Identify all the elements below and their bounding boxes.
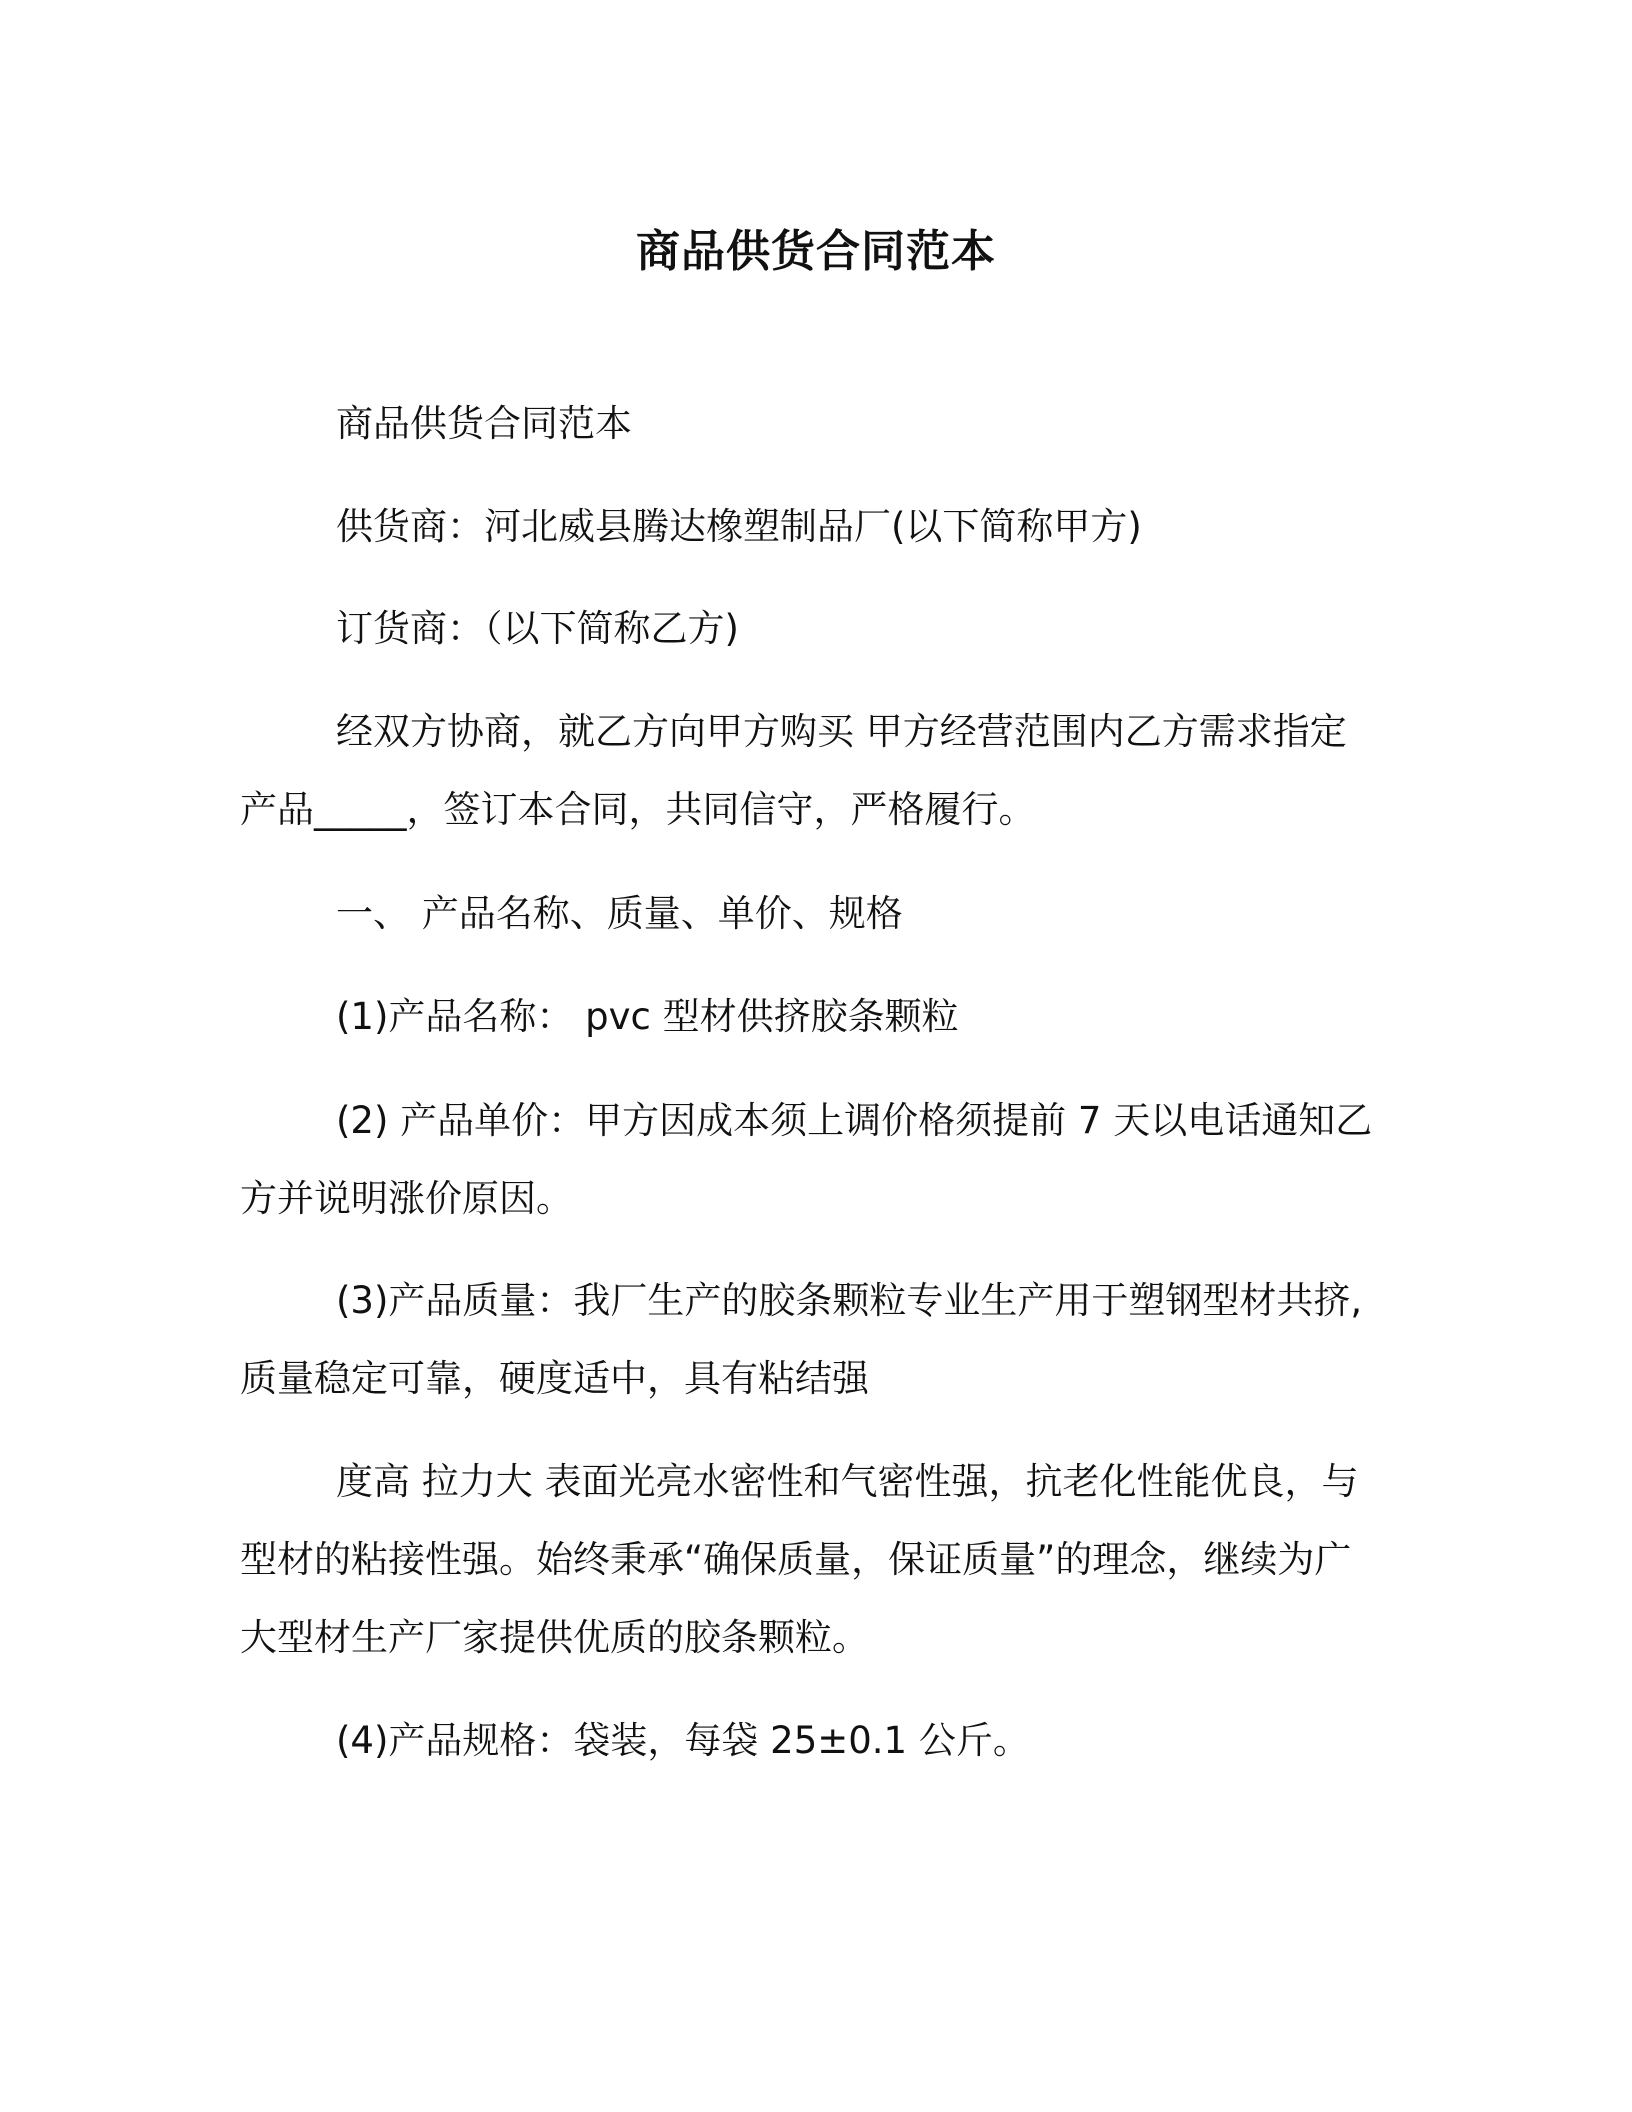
paragraph-supplier: 供货商：河北威县腾达橡塑制品厂(以下简称甲方)	[336, 505, 1142, 548]
section-heading-product: 一、 产品名称、质量、单价、规格	[336, 892, 903, 935]
paragraph-heading: 商品供货合同范本	[336, 402, 632, 445]
paragraph-product-quality: (3)产品质量：我厂生产的胶条颗粒专业生产用于塑钢型材共挤,质量稳定可靠，硬度适中，具有粘结强	[240, 1279, 1363, 1400]
paragraph-product-name: (1)产品名称： pvc 型材供挤胶条颗粒	[336, 995, 959, 1038]
document-title: 商品供货合同范本	[636, 226, 996, 277]
paragraph-agreement: 经双方协商，就乙方向甲方购买 甲方经营范围内乙方需求指定产品_____，签订本合同，共同信守，严格履行。	[240, 710, 1347, 831]
paragraph-product-price: (2) 产品单价：甲方因成本须上调价格须提前 7 天以电话通知乙方并说明涨价原因。	[240, 1099, 1373, 1220]
paragraph-product-quality-continued: 度高 拉力大 表面光亮水密性和气密性强，抗老化性能优良，与型材的粘接性强。始终秉承“确保质量，保证质量”的理念，继续为广大型材生产厂家提供优质的胶条颗粒。	[240, 1460, 1359, 1659]
paragraph-product-spec: (4)产品规格：袋装，每袋 25±0.1 公斤。	[336, 1719, 1030, 1762]
paragraph-buyer: 订货商：（以下简称乙方)	[336, 607, 739, 650]
